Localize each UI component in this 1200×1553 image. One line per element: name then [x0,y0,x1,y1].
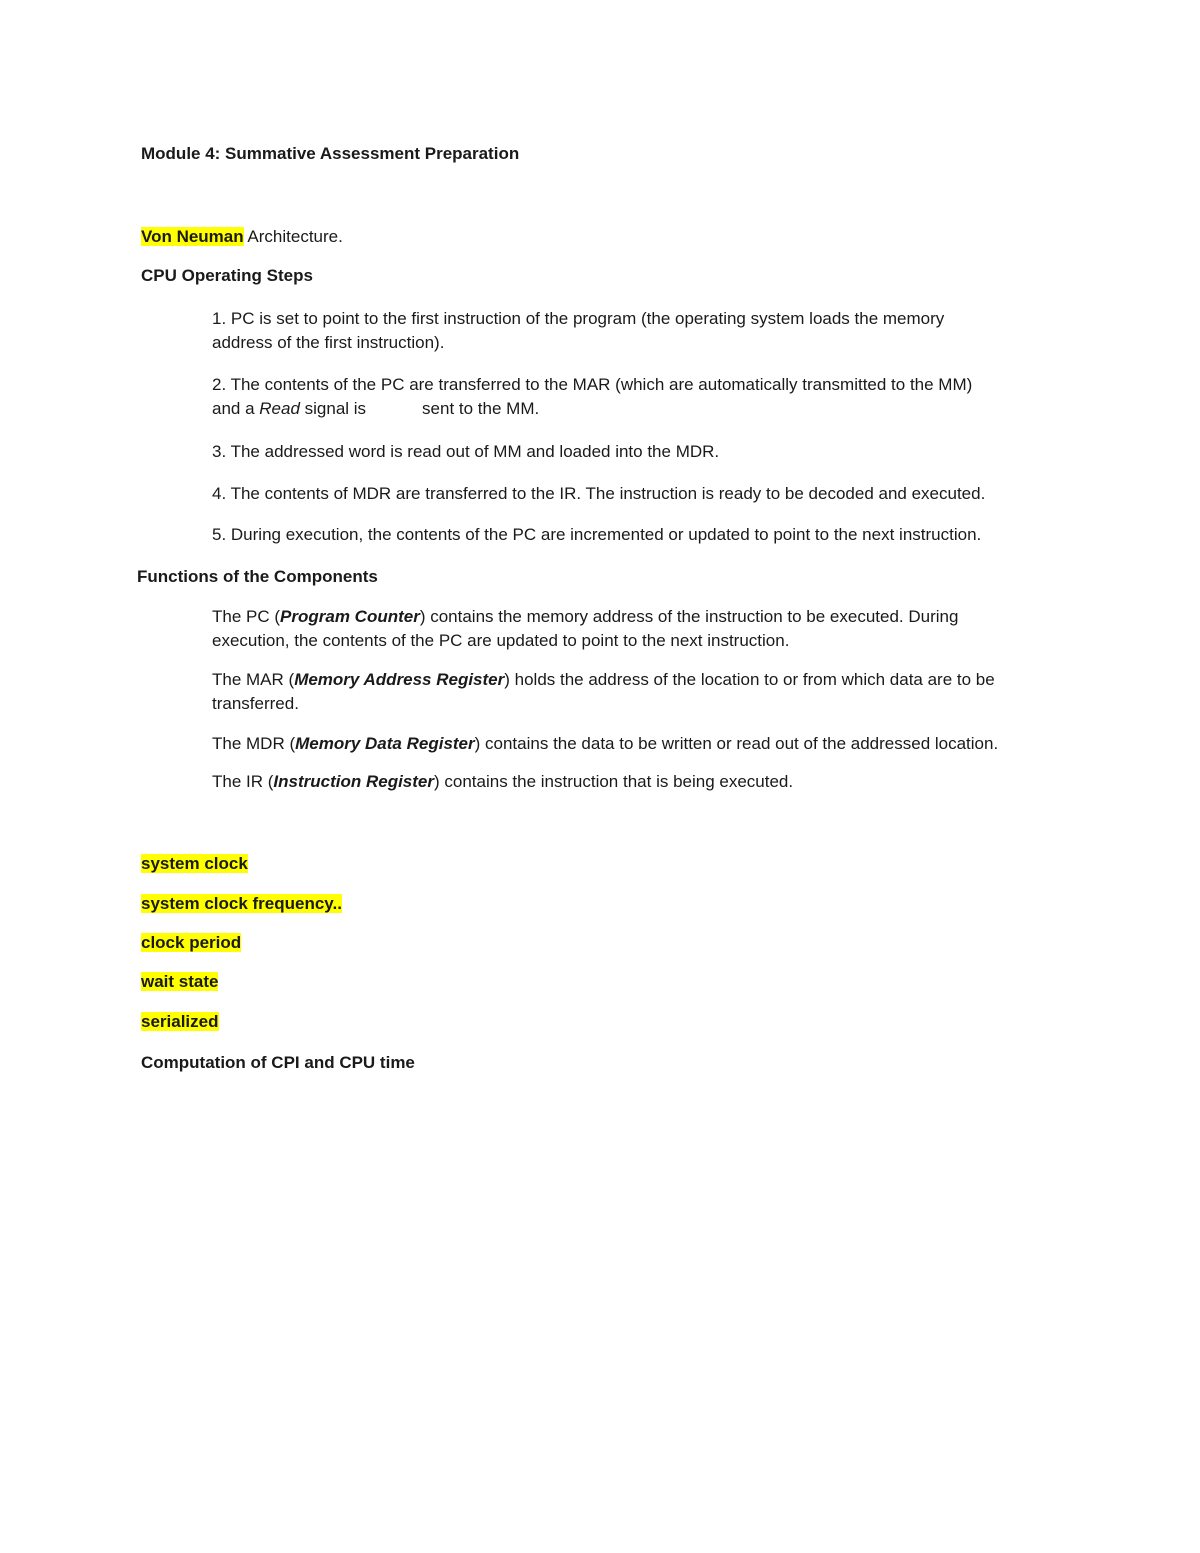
step-2-pre: and a [212,399,260,418]
function-pc [212,605,1062,653]
function-mar [212,668,1062,716]
term-system-clock-frequency [141,892,342,916]
program-counter-term: Program Counter [280,607,420,626]
function-ir-post: ) contains the instruction that is being executed. [434,772,794,791]
step-2-line-2 [212,397,1062,421]
step-1 [212,307,1062,355]
instruction-register-term: Instruction Register [273,772,434,791]
function-mar-post: ) holds the address of the location to or from which data are to be [504,670,995,689]
function-mar-line-1 [212,668,1062,692]
term-clock-period-text: clock period [141,933,242,952]
function-mdr [212,732,998,756]
function-ir-pre: The IR ( [212,772,274,791]
function-ir [212,770,793,794]
functions-heading: Functions of the Components [137,567,378,586]
read-signal-term: Read [259,399,300,418]
function-pc-line-2: execution, the contents of the PC are updated to point to the next instruction. [212,631,790,650]
memory-data-register-term: Memory Data Register [295,734,475,753]
term-serialized [141,1010,219,1034]
step-1-line-2: address of the first instruction). [212,333,445,352]
step-2-post: sent to the MM. [422,399,540,418]
function-mar-line-2: transferred. [212,694,299,713]
step-2-line-1: 2. The contents of the PC are transferred to the MAR (which are automatically transmitted to the MM) [212,375,973,394]
function-pc-pre: The PC ( [212,607,281,626]
term-wait-state [141,970,218,994]
term-wait-state-text: wait state [141,972,219,991]
memory-address-register-term: Memory Address Register [294,670,505,689]
step-4: 4. The contents of MDR are transferred to the IR. The instruction is ready to be decoded and executed. [212,484,986,503]
step-3: 3. The addressed word is read out of MM and loaded into the MDR. [212,442,720,461]
step-2 [212,373,1062,421]
step-1-line-1: 1. PC is set to point to the first instruction of the program (the operating system loads the memory [212,309,945,328]
function-pc-post: ) contains the memory address of the instruction to be executed. During [419,607,959,626]
von-neuman-highlight: Von Neuman [141,227,244,246]
von-neuman-rest: Architecture. [243,227,343,246]
term-system-clock-text: system clock [141,854,248,873]
function-mdr-pre: The MDR ( [212,734,296,753]
computation-heading: Computation of CPI and CPU time [141,1053,415,1072]
step-5: 5. During execution, the contents of the PC are incremented or updated to point to the next instruction. [212,525,982,544]
function-mdr-post: ) contains the data to be written or read out of the addressed location. [474,734,999,753]
page-title: Module 4: Summative Assessment Preparation [141,144,520,163]
function-pc-line-1 [212,605,1062,629]
term-system-clock [141,852,248,876]
function-mar-pre: The MAR ( [212,670,295,689]
term-system-clock-frequency-text: system clock frequency.. [141,894,342,913]
step-2-mid: signal is [299,399,367,418]
term-clock-period [141,931,241,955]
cpu-steps-heading: CPU Operating Steps [141,266,313,285]
von-neuman-line [141,225,343,249]
term-serialized-text: serialized [141,1012,219,1031]
